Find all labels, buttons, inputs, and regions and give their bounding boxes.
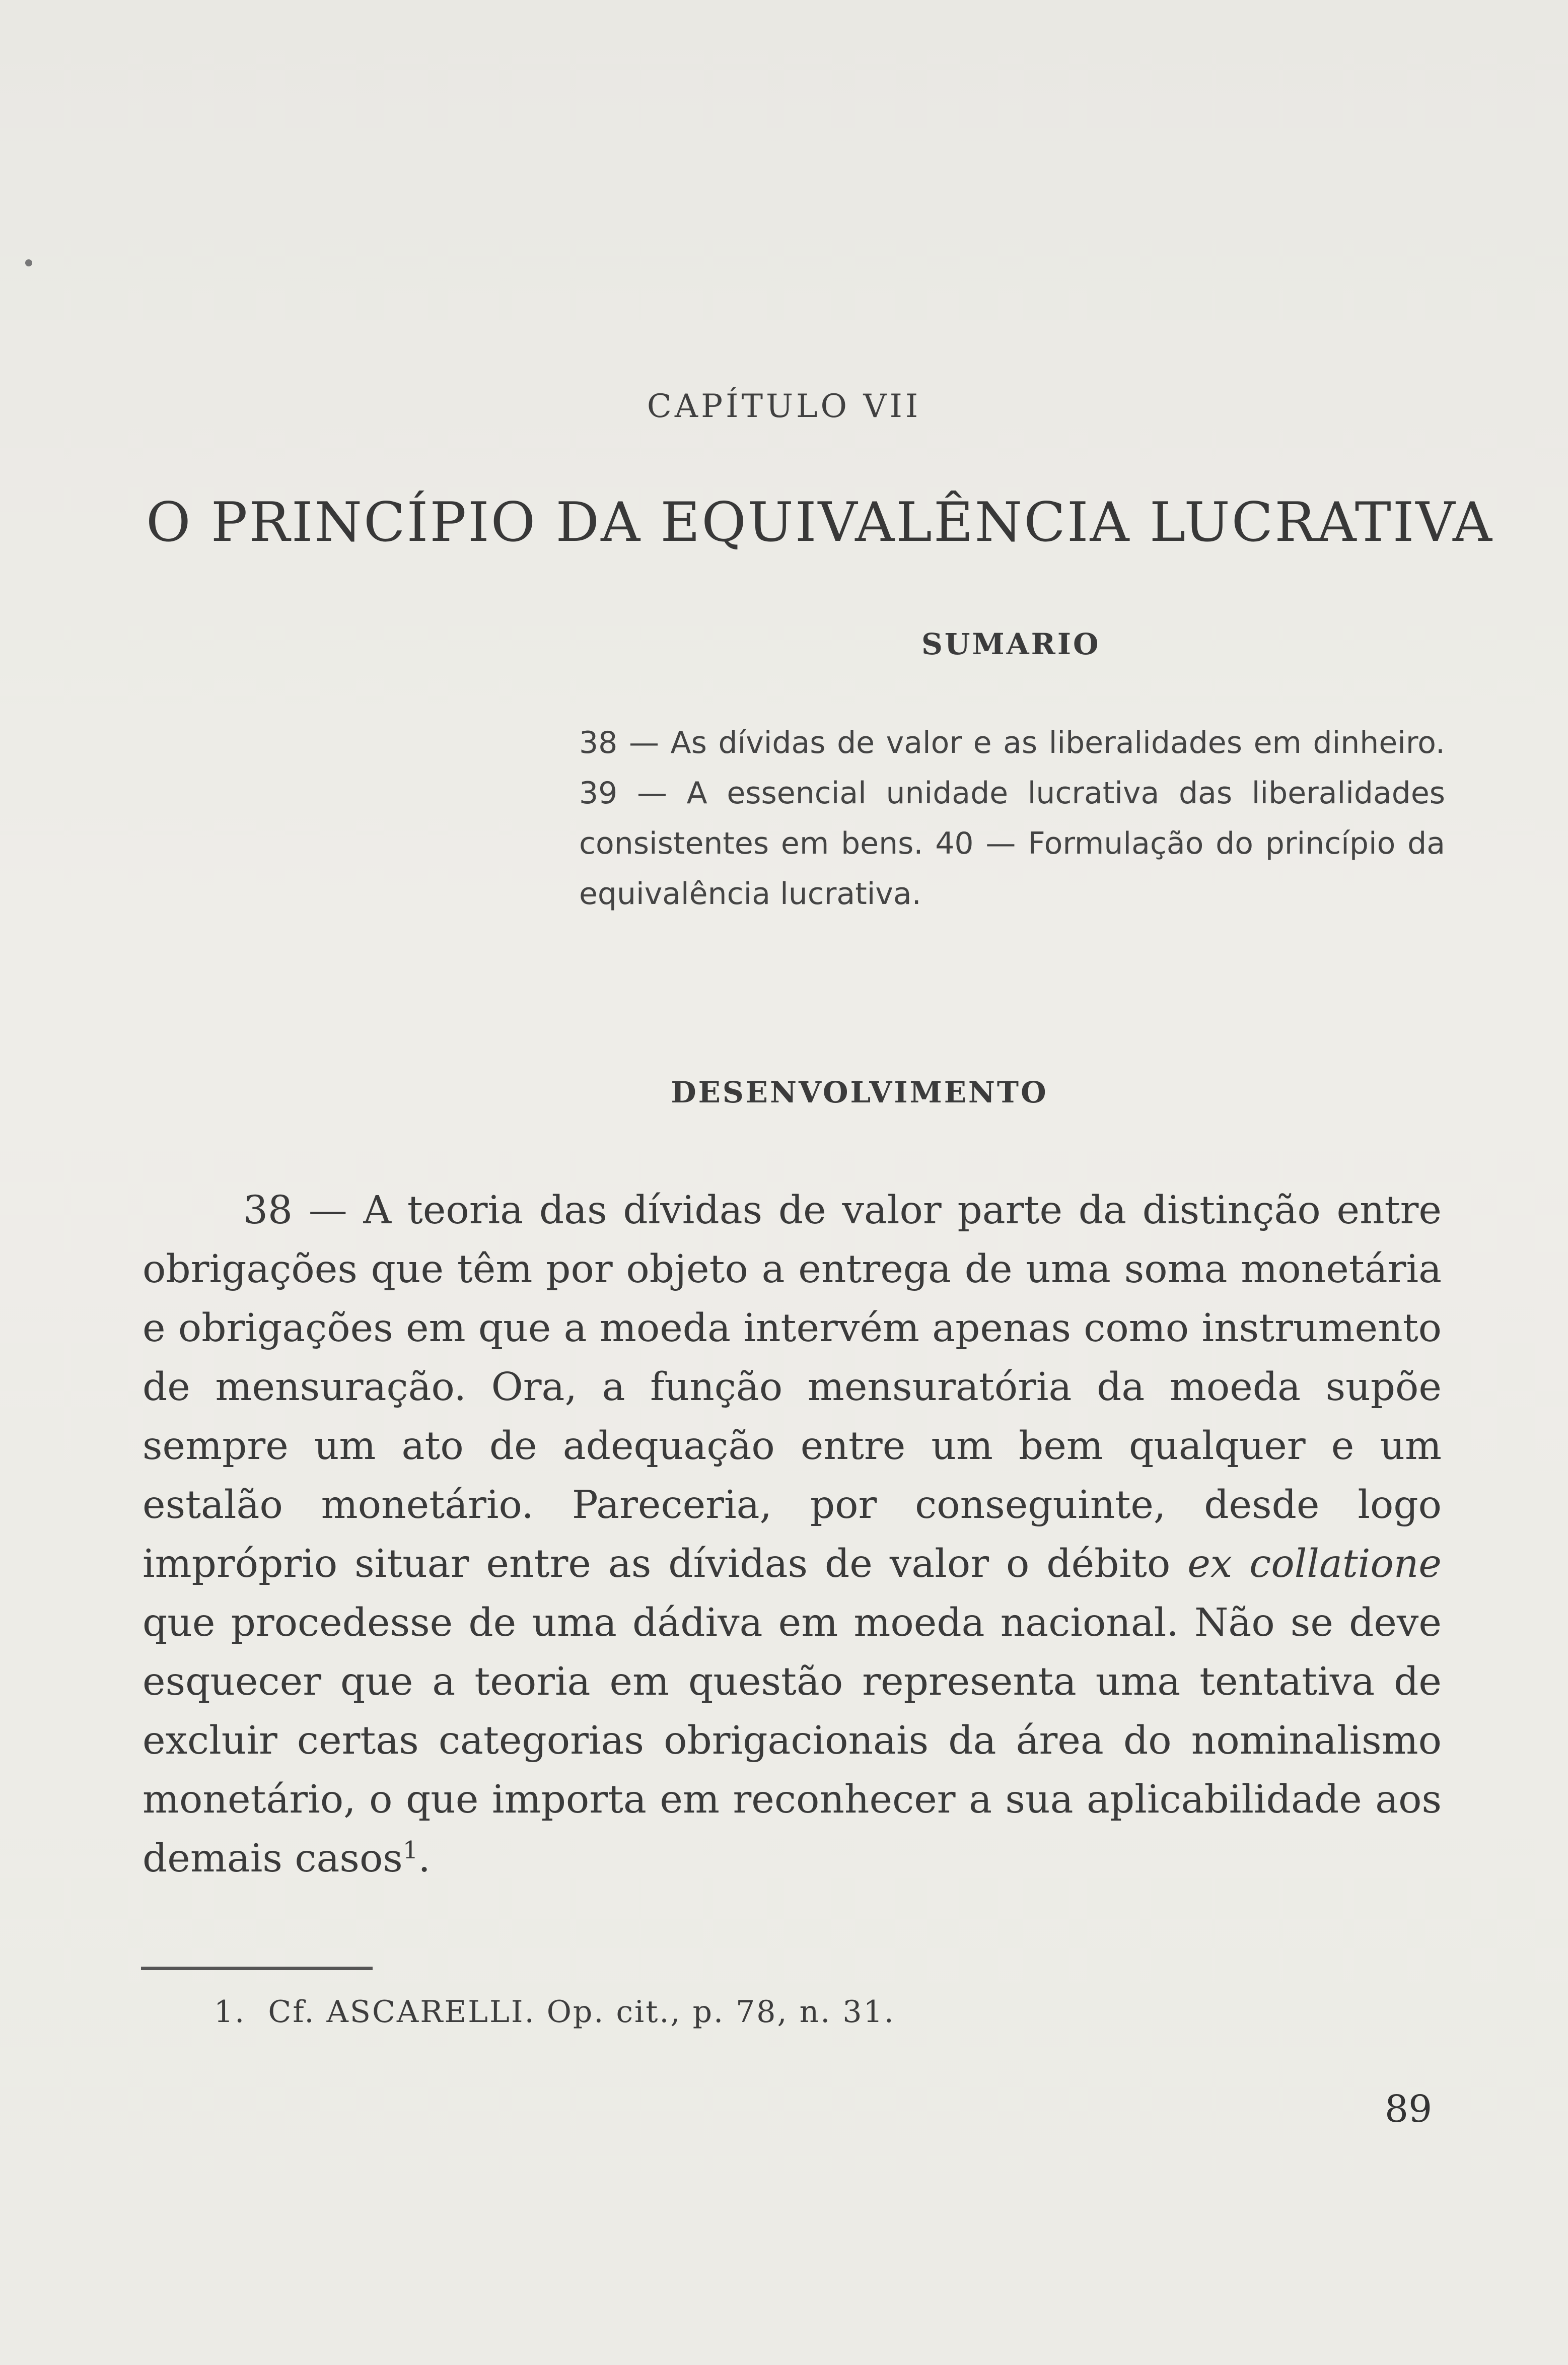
development-heading: DESENVOLVIMENTO [671,1075,1048,1109]
paragraph-text-part1: 38 — A teoria das dívidas de valor parte da distinção entre obrigações que têm por objeto a entrega de uma soma monetária e obrigações em que a moeda intervém apenas como instrumento de mensuração. Ora, a função mensuratória da moeda supõe sempre um ato de adequação entre um bem qualquer e um estalão monetário. Pareceria, por conseguinte, desde logo impróprio situar entre as dívidas de valor o débito [142,1188,1442,1586]
footnote-number: 1. [214,1994,246,2030]
footnote-item [214,1994,895,2030]
summary-heading: SUMARIO [921,627,1101,661]
footnote-text: Cf. ASCARELLI. Op. cit., p. 78, n. 31. [268,1994,895,2030]
scan-speck [25,259,32,266]
paragraph-text-part2: que procedesse de uma dádiva em moeda nacional. Não se deve esquecer que a teoria em questão representa uma tentativa de excluir certas categorias obrigacionais da área do nominalismo monetário, o que importa em reconhecer a sua aplicabilidade aos demais casos [142,1601,1442,1881]
paragraph-end: . [418,1836,431,1881]
chapter-title: O PRINCÍPIO DA EQUIVALÊNCIA LUCRATIVA [146,491,1494,554]
body-paragraph [142,1181,1442,1888]
summary-text: 38 — As dívidas de valor e as liberalidades em dinheiro. 39 — A essencial unidade lucrativa das liberalidades consistentes em bens. 40 — Formulação do princípio da equivalência lucrativa. [579,725,1445,912]
footnote-reference[interactable]: 1 [402,1836,418,1864]
page-number: 89 [1385,2088,1433,2131]
latin-term: ex collatione [1187,1542,1442,1586]
footnote-divider [141,1967,373,1970]
chapter-label: CAPÍTULO VII [647,388,921,425]
